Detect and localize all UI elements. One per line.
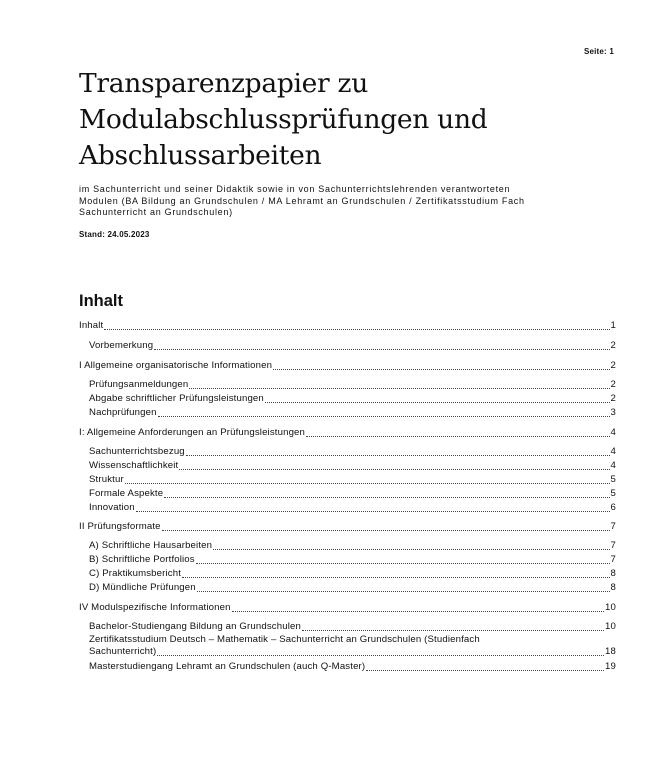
toc-entry-page: 1 — [610, 320, 616, 331]
toc-entry-master[interactable] — [89, 661, 616, 673]
toc-leader-dots — [273, 369, 609, 370]
toc-entry-page: 18 — [605, 646, 616, 657]
toc-entry-text: Wissenschaftlichkeit — [89, 460, 179, 471]
toc-leader-dots — [182, 577, 609, 578]
toc-entry-page: 19 — [605, 661, 616, 672]
toc-entry-section-4[interactable] — [79, 602, 616, 614]
toc-entry-page: 7 — [610, 521, 616, 532]
document-title — [79, 66, 599, 174]
toc-leader-dots — [136, 511, 610, 512]
toc-entry-page: 7 — [610, 540, 616, 551]
toc-entry-text: Prüfungsanmeldungen — [89, 379, 189, 390]
toc-entry-text: Struktur — [89, 474, 124, 485]
toc-entry-formale-aspekte[interactable] — [89, 488, 616, 500]
toc-entry-page: 8 — [610, 568, 616, 579]
toc-entry-text: Abgabe schriftlicher Prüfungsleistungen — [89, 393, 264, 404]
toc-entry-vorbemerkung[interactable] — [89, 340, 616, 352]
toc-entry-text: A) Schriftliche Hausarbeiten — [89, 540, 213, 551]
toc-entry-innovation[interactable] — [89, 502, 616, 514]
toc-leader-dots — [104, 329, 609, 330]
toc-entry-zertifikatsstudium[interactable] — [89, 634, 616, 658]
toc-leader-dots — [154, 349, 609, 350]
toc-entry-text: Vorbemerkung — [89, 340, 154, 351]
toc-leader-dots — [196, 563, 610, 564]
page-number: Seite: 1 — [583, 47, 614, 56]
toc-entry-text: Bachelor-Studiengang Bildung an Grundschulen — [89, 621, 301, 632]
toc-leader-dots — [265, 402, 610, 403]
title-line-1: Transparenzpapier zu — [79, 68, 368, 99]
toc-entry-text: Formale Aspekte — [89, 488, 164, 499]
toc-entry-inhalt[interactable] — [79, 320, 616, 332]
toc-entry-text: II Prüfungsformate — [79, 521, 161, 532]
toc-entry-text: Masterstudiengang Lehramt an Grundschulen (auch Q-Master) — [89, 661, 366, 672]
toc-entry-bachelor[interactable] — [89, 621, 616, 633]
toc-entry-text: Zertifikatsstudium Deutsch – Mathematik – Sachunterricht an Grundschulen (Studienfach — [89, 634, 480, 645]
toc-entry-page: 8 — [610, 582, 616, 593]
toc-entry-text: I Allgemeine organisatorische Informationen — [79, 360, 273, 371]
subtitle-line-2: Modulen (BA Bildung an Grundschulen / MA Lehramt an Grundschulen / Zertifikatsstudium Fach — [79, 195, 525, 206]
toc-heading: Inhalt — [79, 292, 123, 310]
toc-entry-page: 2 — [610, 360, 616, 371]
toc-entry-text-continued: Sachunterricht) — [89, 646, 157, 657]
toc-leader-dots — [189, 388, 609, 389]
toc-entry-text: C) Praktikumsbericht — [89, 568, 182, 579]
document-date: Stand: 24.05.2023 — [79, 230, 150, 239]
toc-entry-text: I: Allgemeine Anforderungen an Prüfungsleistungen — [79, 427, 306, 438]
toc-leader-dots — [157, 655, 604, 656]
toc-entry-section-3[interactable] — [79, 521, 616, 533]
toc-leader-dots — [213, 549, 609, 550]
toc-entry-wissenschaftlichkeit[interactable] — [89, 460, 616, 472]
toc-leader-dots — [302, 630, 604, 631]
toc-entry-praktikumsbericht[interactable] — [89, 568, 616, 580]
toc-entry-page: 5 — [610, 474, 616, 485]
toc-leader-dots — [366, 670, 604, 671]
toc-leader-dots — [186, 455, 610, 456]
toc-entry-portfolios[interactable] — [89, 554, 616, 566]
toc-entry-page: 7 — [610, 554, 616, 565]
toc-leader-dots — [162, 530, 610, 531]
toc-entry-pruefungsanmeldungen[interactable] — [89, 379, 616, 391]
title-line-3: Abschlussarbeiten — [79, 140, 322, 171]
toc-entry-text: Innovation — [89, 502, 135, 513]
toc-entry-section-1[interactable] — [79, 360, 616, 372]
toc-entry-text: Sachunterrichtsbezug — [89, 446, 185, 457]
toc-entry-text: B) Schriftliche Portfolios — [89, 554, 195, 565]
toc-entry-page: 2 — [610, 340, 616, 351]
toc-leader-dots — [164, 497, 609, 498]
toc-entry-abgabe[interactable] — [89, 393, 616, 405]
toc-entry-page: 6 — [610, 502, 616, 513]
toc-entry-page: 3 — [610, 407, 616, 418]
toc-entry-page: 10 — [605, 621, 616, 632]
toc-leader-dots — [158, 416, 610, 417]
toc-entry-page: 5 — [610, 488, 616, 499]
toc-entry-muendliche-pruefungen[interactable] — [89, 582, 616, 594]
toc-leader-dots — [197, 591, 610, 592]
toc-entry-page: 4 — [610, 460, 616, 471]
subtitle-line-3: Sachunterricht an Grundschulen) — [79, 207, 233, 217]
toc-leader-dots — [179, 469, 609, 470]
toc-entry-text: Inhalt — [79, 320, 104, 331]
toc-entry-text: D) Mündliche Prüfungen — [89, 582, 196, 593]
toc-entry-page: 10 — [605, 602, 616, 613]
toc-entry-text: IV Modulspezifische Informationen — [79, 602, 231, 613]
toc-entry-page: 4 — [610, 427, 616, 438]
document-subtitle — [79, 184, 619, 219]
title-line-2: Modulabschlussprüfungen und — [79, 104, 488, 135]
toc-entry-nachpruefungen[interactable] — [89, 407, 616, 419]
toc-leader-dots — [232, 611, 604, 612]
toc-entry-sachunterrichtsbezug[interactable] — [89, 446, 616, 458]
toc-entry-page: 4 — [610, 446, 616, 457]
toc-entry-page: 2 — [610, 379, 616, 390]
toc-entry-section-2[interactable] — [79, 427, 616, 439]
toc-leader-dots — [306, 436, 609, 437]
subtitle-line-1: im Sachunterricht und seiner Didaktik sowie in von Sachunterrichtslehrenden verantworteten — [79, 184, 511, 194]
toc-entry-text: Nachprüfungen — [89, 407, 157, 418]
toc-entry-struktur[interactable] — [89, 474, 616, 486]
toc-entry-page: 2 — [610, 393, 616, 404]
toc-leader-dots — [125, 483, 610, 484]
toc-entry-hausarbeiten[interactable] — [89, 540, 616, 552]
